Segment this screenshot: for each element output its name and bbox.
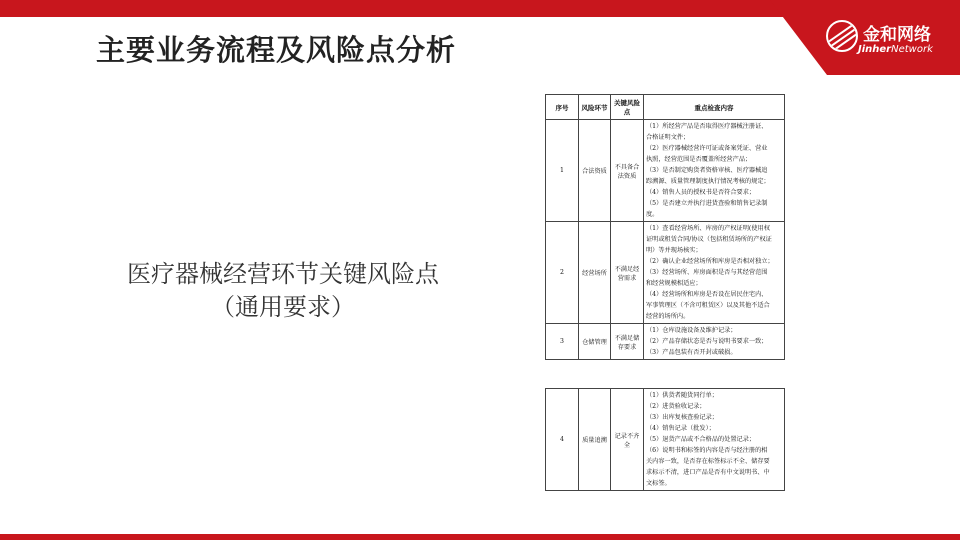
cell-risk: 不满足储存要求 [611,324,644,360]
cell-stage: 合法资质 [579,120,611,222]
cell-no: 4 [546,389,579,491]
content-line: （4）经营场所和库房是否设在居民住宅内、 [646,291,768,298]
header-no: 序号 [546,95,579,120]
content-line: （4）销售人员的授权书是否符合要求； [646,189,756,196]
content-line: （5）是否建立并执行进货查验和销售记录制 [646,200,768,207]
content-line: （2）确认企业经营场所和库房是否相对独立； [646,258,774,265]
content-line: 求标示不清，进口产品是否有中文说明书、中 [646,469,770,476]
content-line: 军事管理区（不含可租赁区）以及其他不适合 [646,302,770,309]
content-line: （1）仓库设施设备及维护记录； [646,327,737,334]
cell-content [644,222,785,324]
cell-no: 3 [546,324,579,360]
content-line: （1）供货者随货同行单； [646,392,718,399]
content-line: （3）是否制定购货者资格审核、医疗器械追 [646,167,768,174]
content-line: 合格证明文件； [646,134,690,141]
logo-english-name: JinherNetwork [858,44,933,55]
cell-stage: 质量追溯 [579,389,611,491]
risk-table-image-top [545,94,785,360]
risk-table-image-bottom [545,388,785,491]
cell-no: 2 [546,222,579,324]
slide-title: 主要业务流程及风险点分析 [96,33,457,67]
content-line: 证明或租赁合同/协议（包括租赁场所的产权证 [646,236,772,243]
header-content: 重点检查内容 [644,95,785,120]
content-line: （3）产品包装有否开封或破损。 [646,349,737,356]
content-line: （2）产品存储状态是否与说明书要求一致； [646,338,768,345]
content-line: （6）说明书和标签的内容是否与经注册的相 [646,447,768,454]
logo-chinese-name: 金和网络 [863,25,931,45]
content-line: 执照，经营范围是否覆盖所经营产品； [646,156,752,163]
content-line: 明）等并现场核实； [646,247,702,254]
content-line: 文标签。 [646,480,671,487]
subtitle-line-1: 医疗器械经营环节关键风险点 [127,260,439,288]
subtitle-line-2: （通用要求） [211,293,355,321]
cell-risk: 不具备合法资质 [611,120,644,222]
content-line: 关内容一致，是否存在标签标示不全、储存要 [646,458,770,465]
content-line: （5）退货产品或不合格品的处置记录； [646,436,756,443]
globe-logo-icon [826,20,858,52]
bottom-red-bar [0,534,960,540]
header-stage: 风险环节 [579,95,611,120]
cell-no: 1 [546,120,579,222]
cell-content [644,324,785,360]
content-line: （3）经营场所、库房面积是否与其经营范围 [646,269,768,276]
content-line: 和经营规模相适应； [646,280,702,287]
content-line: （4）销售记录（批发）； [646,425,715,432]
table-row [546,389,785,491]
content-line: 踪溯源、质量管理制度执行情况考核的规定； [646,178,770,185]
cell-content [644,389,785,491]
content-line: （2）医疗器械经营许可证或备案凭证、营业 [646,145,768,152]
content-line: （1）所经营产品是否取得医疗器械注册证、 [646,123,768,130]
cell-risk: 不满足经营需求 [611,222,644,324]
content-line: （3）出库复核查验记录； [646,414,718,421]
table-row [546,120,785,222]
cell-risk: 记录不齐全 [611,389,644,491]
header-risk: 关键风险点 [611,95,644,120]
table-header-row [546,95,785,120]
cell-content [644,120,785,222]
content-line: （2）进货验收记录； [646,403,706,410]
cell-stage: 仓储管理 [579,324,611,360]
cell-stage: 经营场所 [579,222,611,324]
content-line: （1）查看经营场所、库房的产权证明(使用权 [646,225,770,232]
table-row [546,222,785,324]
content-line: 经营的场所内。 [646,313,690,320]
company-logo [826,20,956,64]
content-line: 度。 [646,211,659,218]
table-row [546,324,785,360]
slide-subtitle [98,258,468,324]
